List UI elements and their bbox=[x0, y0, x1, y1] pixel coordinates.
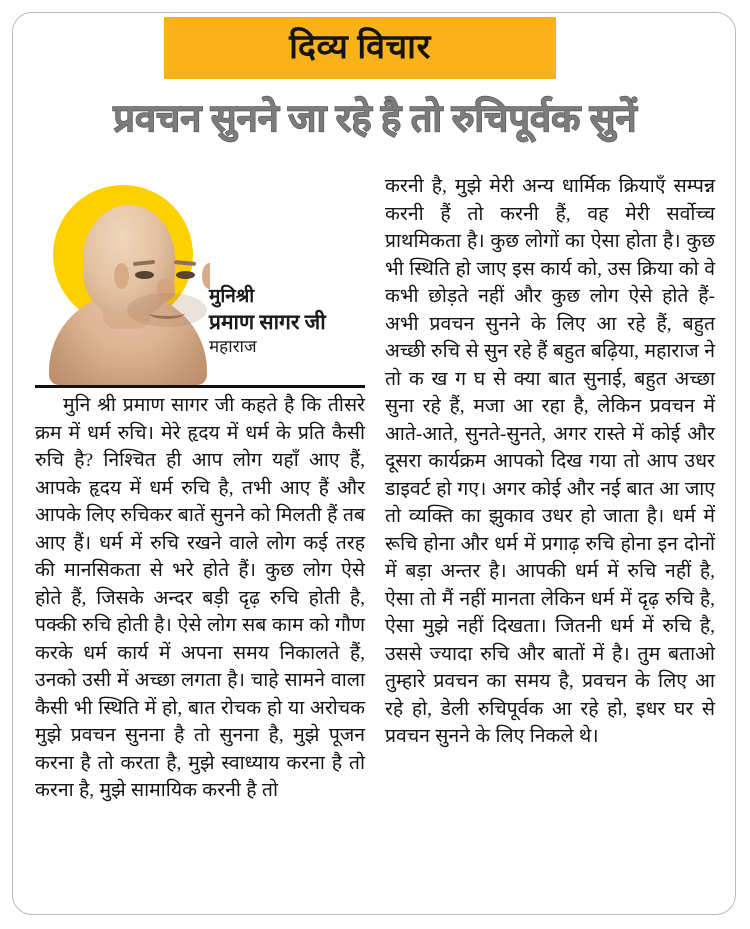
caption-line-name: प्रमाण सागर जी bbox=[209, 310, 326, 335]
article-body-right: करनी है, मुझे मेरी अन्य धार्मिक क्रियाएँ सम्पन्न करनी हैं तो करनी हैं, वह मेरी सर्वोच्च प्राथमिकता है। कुछ लोगों का ऐसा होता है। कुछ भी स्थिति हो जाए इस कार्य को, उस क्रिया को वे कभी छोड़ते नहीं और कुछ लोग ऐसे होते हैं- अभी प्रवचन सुनने के लिए आ रहे हैं, बहुत अच्छी रुचि से सुन रहे हैं बहुत बढ़िया, महाराज ने तो क ख ग घ से क्या बात सुनाई, बहुत अच्छा सुना रहे हैं, मजा आ रहा है, लेकिन प्रवचन में आते-आते, सुनते-सुनते, अगर रास्ते में कोई और दूसरा कार्यक्रम आपको दिख गया तो आप उधर डाइवर्ट हो गए। अगर कोई और नई बात आ जाए तो व्यक्ति का झुकाव उधर हो जाता है। धर्म में रूचि होना और धर्म में प्रगाढ़ रुचि होना इन दोनों में बड़ा अन्तर है। आपकी धर्म में रुचि नहीं है, ऐसा तो मैं नहीं मानता लेकिन धर्म में दृढ़ रुचि है, ऐसा मुझे नहीं दिखता। जितनी धर्म में रुचि है, उससे ज्यादा रुचि और बातों में है। तुम बताओ तुम्हारे प्रवचन का समय है, प्रवचन के लिए आ रहे हो, डेली रुचिपूर्वक आ रहे हो, इधर घर से प्रवचन सुनने के लिए निकले थे। bbox=[385, 176, 715, 747]
masthead-banner-row bbox=[13, 13, 736, 85]
masthead-banner bbox=[164, 17, 556, 79]
portrait-brow-left bbox=[133, 260, 155, 266]
monk-portrait-photo bbox=[45, 191, 210, 385]
portrait-head bbox=[83, 205, 175, 317]
article-card bbox=[12, 12, 736, 915]
portrait-caption bbox=[209, 285, 365, 358]
column-right bbox=[385, 173, 715, 751]
caption-line-honorific: मुनिश्री bbox=[209, 286, 255, 307]
page-title: प्रवचन सुनने जा रहे है तो रुचिपूर्वक सुनें bbox=[113, 98, 637, 140]
article-body-left: मुनि श्री प्रमाण सागर जी कहते है कि तीसरे क्रम में धर्म रुचि। मेरे हृदय में धर्म के प्रति कैसी रुचि है? निश्चित ही आप लोग यहाँ आए हैं, आपके हृदय में धर्म रुचि है, तभी आए हैं और आपके लिए रुचिकर बातें सुनने को मिलती हैं तब आए हैं। धर्म में रुचि रखने वाले लोग कई तरह की मानसिकता से भरे होते हैं। कुछ लोग ऐसे होते हैं, जिसके अन्दर बड़ी दृढ़ रुचि होती है, पक्की रुचि होती है। ऐसे लोग सब काम को गौण करके धर्म कार्य में अपना समय निकालते हैं, उनको उसी में अच्छा लगता है। चाहे सामने वाला कैसी भी स्थिति में हो, बात रोचक हो या अरोचक मुझे प्रवचन सुनना है तो सुनना है, मुझे पूजन करना है तो करता है, मुझे स्वाध्याय करना है तो करना है, मुझे सामायिक करनी है तो bbox=[35, 395, 365, 801]
portrait-eye-left bbox=[135, 271, 154, 279]
masthead-title: दिव्य विचार bbox=[289, 29, 431, 66]
portrait-eye-right bbox=[176, 271, 195, 279]
article-columns bbox=[13, 173, 736, 913]
portrait-brow-right bbox=[174, 260, 196, 266]
caption-line-title: महाराज bbox=[209, 337, 257, 357]
portrait-ear-left bbox=[114, 263, 129, 289]
column-divider-rule bbox=[35, 385, 365, 388]
column-left bbox=[35, 173, 365, 805]
portrait-block bbox=[35, 173, 365, 385]
portrait-mouth bbox=[149, 307, 185, 319]
